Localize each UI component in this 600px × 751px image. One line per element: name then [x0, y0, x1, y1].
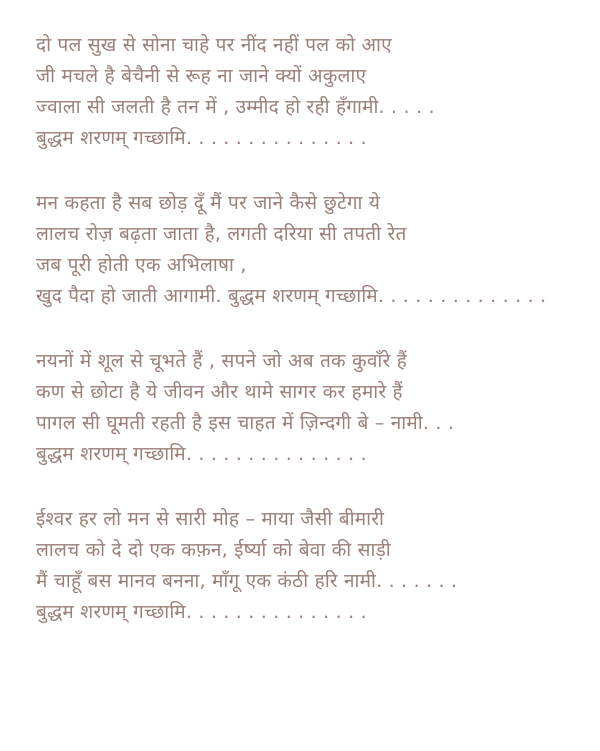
- stanza-4: [36, 504, 596, 628]
- poem-line: नयनों में शूल से चूभते हैं , सपने जो अब तक कुवाँरे हैं: [36, 350, 408, 372]
- stanza-3: [36, 346, 596, 470]
- poem-line: लालच रोज़ बढ़ता जाता है, लगती दरिया सी तपती रेत: [36, 223, 407, 245]
- poem-line: लालच को दे दो एक कफ़न, ईर्ष्या को बेवा की साड़ी: [36, 539, 391, 561]
- poem: [36, 30, 596, 662]
- poem-line: पागल सी घूमती रहती है इस चाहत में ज़िन्दगी बे – नामी. . .: [36, 412, 455, 434]
- poem-line: कण से छोटा है ये जीवन और थामे सागर कर हमारे हैं: [36, 381, 403, 403]
- poem-line: दो पल सुख से सोना चाहे पर नींद नहीं पल को आए: [36, 34, 392, 56]
- poem-line: जब पूरी होती एक अभिलाषा ,: [36, 254, 247, 276]
- poem-line: मैं चाहूँ बस मानव बनना, माँगू एक कंठी हरि नामी. . . . . . .: [36, 570, 458, 592]
- stanza-1: [36, 30, 596, 154]
- poem-refrain: बुद्धम शरणम् गच्छामि. . . . . . . . . . . . . . .: [36, 127, 367, 149]
- poem-line: मन कहता है सब छोड़ दूँ मैं पर जाने कैसे छुटेगा ये: [36, 192, 381, 214]
- poem-refrain: बुद्धम शरणम् गच्छामि. . . . . . . . . . . . . . .: [36, 443, 367, 465]
- poem-line: ज्वाला सी जलती है तन में , उम्मीद हो रही हँगामी. . . . .: [36, 96, 435, 118]
- poem-refrain: खुद पैदा हो जाती आगामी. बुद्धम शरणम् गच्छामि. . . . . . . . . . . . . .: [36, 285, 547, 307]
- poem-line: जी मचले है बेचैनी से रूह ना जाने क्यों अकुलाए: [36, 65, 367, 87]
- poem-line: ईश्वर हर लो मन से सारी मोह – माया जैसी बीमारी: [36, 508, 385, 530]
- stanza-2: [36, 188, 596, 312]
- poem-refrain: बुद्धम शरणम् गच्छामि. . . . . . . . . . . . . . .: [36, 601, 367, 623]
